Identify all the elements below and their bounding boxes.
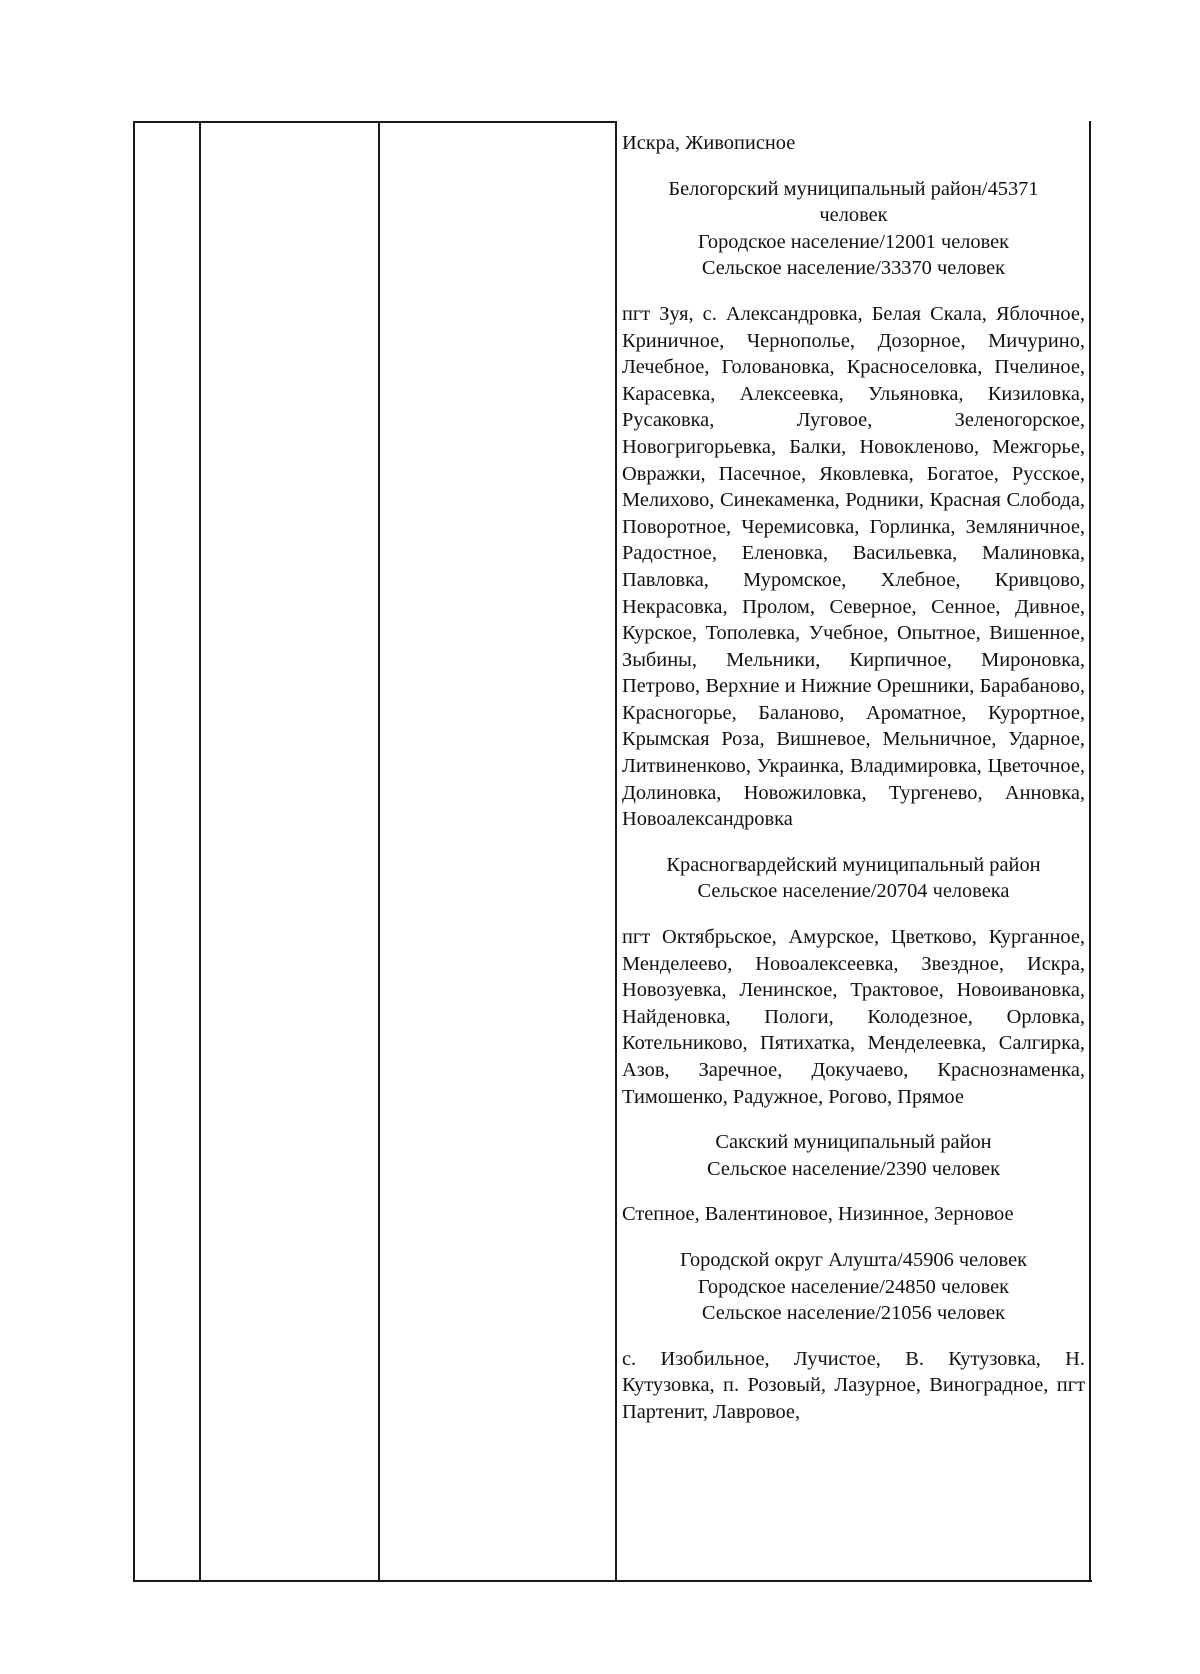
district-title: Городской округ Алушта/45906 человек [679,1248,1028,1271]
urban-population: Городское население/24850 человек [697,1275,1010,1298]
saksky-settlements: Степное, Валентиновое, Низинное, Зерновое [622,1203,1014,1226]
rural-population: Сельское население/33370 человек [701,257,1006,280]
column-divider-5 [1089,121,1091,1582]
district-title: Белогорский муниципальный район/45371 [668,177,1039,200]
krasnogvardeysky-header [622,852,1085,905]
column-divider-3 [378,121,380,1582]
rural-population: Сельское население/2390 человек [707,1157,1000,1180]
rural-population: Сельское население/21056 человек [701,1302,1006,1325]
belogorsk-header [622,176,1085,282]
district-title: Красногвардейский муниципальный район [666,853,1041,876]
district-title-cont: человек [819,204,888,227]
column-divider-4 [615,121,617,1582]
table-bottom-border [133,1580,1092,1582]
urban-population: Городское население/12001 человек [697,230,1010,253]
belogorsk-settlements: пгт Зуя, с. Александровка, Белая Скала, Яблочное, Криничное, Чернополье, Дозорное, Мичурино, Лечебное, Головановка, Красноселовка, Пчелиное, Карасевка, Алексеевка, Ульяновка, Кизиловка, Русаковка, Луговое, Зеленогорское, Новогригорьевка, Балки, Новокленово, Межгорье, Овражки, Пасечное, Яковлевка, Богатое, Русское, Мелихово, Синекаменка, Родники, Красная Слобода, Поворотное, Черемисовка, Горлинка, Земляничное, Радостное, Еленовка, Васильевка, Малиновка, Павловка, Муромское, Хлебное, Кривцово, Некрасовка, Пролом, Северное, Сенное, Дивное, Курское, Тополевка, Учебное, Опытное, Вишенное, Зыбины, Мельники, Кирпичное, Мироновка, Петрово, Верхние и Нижние Орешники, Барабаново, Красногорье, Баланово, Ароматное, Курортное, Крымская Роза, Вишневое, Мельничное, Ударное, Литвиненково, Украинка, Владимировка, Цветочное, Долиновка, Новожиловка, Тургенево, Анновка, Новоалександровка [622,302,1085,831]
table-top-border [133,121,617,123]
alushta-header [622,1247,1085,1327]
column-divider-2 [199,121,201,1582]
krasnogvardeysky-settlements: пгт Октябрьское, Амурское, Цветково, Курганное, Менделеево, Новоалексеевка, Звездное, Искра, Новозуевка, Ленинское, Трактовое, Новоивановка, Найденовка, Пологи, Колодезное, Орловка, Котельниково, Пятихатка, Менделеевка, Салгирка, Азов, Заречное, Докучаево, Краснознаменка, Тимошенко, Радужное, Рогово, Прямое [622,926,1085,1108]
district-title: Сакский муниципальный район [715,1131,992,1154]
rural-population: Сельское население/20704 человека [697,880,1010,903]
alushta-settlements: с. Изобильное, Лучистое, В. Кутузовка, Н. Кутузовка, п. Розовый, Лазурное, Виноградное, пгт Партенит, Лавровое, [622,1347,1085,1423]
intro-line: Искра, Живописное [622,132,796,154]
settlements-column [622,130,1085,1426]
saksky-header [622,1129,1085,1182]
column-divider-1 [133,121,135,1582]
